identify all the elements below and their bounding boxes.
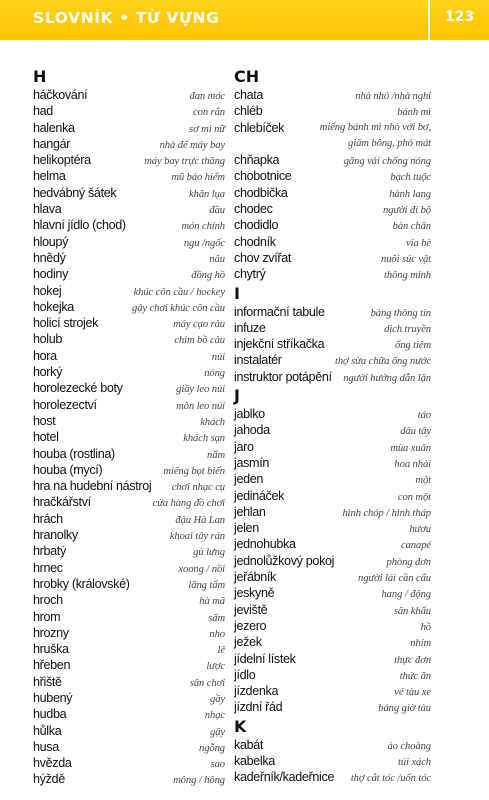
entry-term: hračkářství <box>33 495 91 510</box>
entry-term: háčkování <box>33 88 88 102</box>
entry-translation: nhạc <box>204 710 225 722</box>
entry-translation: thông minh <box>384 270 431 282</box>
dictionary-entry <box>33 592 225 608</box>
entry-term: jaro <box>234 439 254 454</box>
entry-term: hudba <box>33 707 67 722</box>
entry-term: jednohubka <box>234 537 296 552</box>
entry-translation: bảng thông tin <box>370 307 431 319</box>
entry-term: jahoda <box>234 423 270 438</box>
dictionary-entry <box>33 446 225 462</box>
entry-term: jeviště <box>234 602 268 617</box>
entry-translation: sân chơi <box>189 677 225 689</box>
dictionary-entry <box>33 283 225 299</box>
dictionary-entry <box>234 753 431 769</box>
entry-term: hlavní jídlo (chod) <box>33 218 126 233</box>
entry-term: hotel <box>33 430 59 445</box>
entry-translation: dâu tây <box>400 426 431 438</box>
entry-translation: ống tiêm <box>395 340 431 352</box>
entry-term: chňapka <box>234 153 280 168</box>
entry-translation: vỉa hè <box>406 237 431 249</box>
dictionary-entry <box>33 641 225 657</box>
dictionary-entry <box>234 422 431 438</box>
entry-translation: đan móc <box>189 91 225 102</box>
dictionary-entry <box>33 168 225 184</box>
entry-translation: táo <box>417 410 431 422</box>
entry-term: instalatér <box>234 353 282 368</box>
dictionary-entry <box>33 397 225 413</box>
entry-term: kabelka <box>234 753 275 768</box>
entry-term: chodidlo <box>234 218 279 233</box>
dictionary-entry <box>234 304 431 320</box>
entry-translation: chơi nhạc cụ <box>171 482 225 494</box>
entry-term: hrom <box>33 609 61 624</box>
entry-term: chodbička <box>234 185 288 200</box>
entry-term: infuze <box>234 320 266 335</box>
entry-translation: nấm <box>207 449 225 461</box>
dictionary-entry <box>234 336 431 352</box>
section-title: SLOVNÍK • TỪ VỰNG <box>33 9 220 27</box>
dictionary-entry <box>33 364 225 380</box>
dictionary-entry <box>234 406 431 422</box>
entry-term: chata <box>234 88 264 102</box>
dictionary-entry <box>33 494 225 510</box>
entry-translation: miếng bánh mì nhỏ với bơ, giăm bông, phó mát <box>319 121 431 149</box>
dictionary-entry <box>234 569 431 585</box>
entry-term: hra na hudební nástroj <box>33 479 152 494</box>
entry-translation: người lái cần cẩu <box>358 573 431 585</box>
dictionary-entry <box>33 185 225 201</box>
section-letter: I <box>234 283 240 303</box>
entry-translation: lăng tẩm <box>188 579 225 591</box>
dictionary-entry <box>234 250 431 266</box>
entry-translation: khăn lụa <box>189 188 225 200</box>
section-letter: K <box>234 716 247 736</box>
dictionary-entry <box>234 152 431 168</box>
dictionary-entry <box>234 699 431 715</box>
entry-translation: túi xách <box>397 756 431 768</box>
entry-term: hrobky (královské) <box>33 576 130 591</box>
entry-term: horolezectví <box>33 397 97 412</box>
entry-translation: gù lưng <box>193 547 225 559</box>
entry-term: jídlo <box>234 667 256 682</box>
dictionary-entry <box>33 266 225 282</box>
entry-term: ježek <box>234 635 262 650</box>
entry-translation: gầy <box>210 693 225 705</box>
section-letter: J <box>234 386 240 406</box>
dictionary-entry <box>234 683 431 699</box>
dictionary-entry <box>234 185 431 201</box>
entry-term: hvězda <box>33 756 72 771</box>
entry-term: jeskyně <box>234 586 275 601</box>
entry-term: chlebíček <box>234 120 285 135</box>
entry-term: houba (mycí) <box>33 462 103 477</box>
entry-translation: đồng hồ <box>191 270 225 282</box>
dictionary-entry <box>234 618 431 634</box>
dictionary-entry <box>234 201 431 217</box>
entry-translation: thực đơn <box>394 654 431 666</box>
entry-translation: máy bay trực thăng <box>144 156 225 168</box>
entry-term: injekční stříkačka <box>234 337 325 352</box>
entry-term: hloupý <box>33 234 69 249</box>
dictionary-entry <box>33 103 225 119</box>
entry-term: hýždě <box>33 772 65 787</box>
dictionary-entry <box>33 511 225 527</box>
entry-translation: sấm <box>208 612 225 624</box>
entry-term: chléb <box>234 104 263 119</box>
entry-term: holub <box>33 332 63 347</box>
entry-translation: đầu <box>209 205 225 217</box>
entry-term: jehlan <box>234 504 266 519</box>
entry-term: informační tabule <box>234 304 325 319</box>
entry-translation: núi <box>211 351 225 363</box>
dictionary-entry <box>33 331 225 347</box>
dictionary-entry <box>234 667 431 683</box>
dictionary-entry <box>33 478 225 494</box>
entry-term: jízdní řád <box>234 700 283 715</box>
entry-term: had <box>33 104 53 119</box>
dictionary-entry <box>33 201 225 217</box>
entry-translation: người hướng dẫn lặn <box>343 372 431 384</box>
entry-term: jídelní lístek <box>234 651 296 666</box>
entry-translation: ngu /ngốc <box>183 237 225 249</box>
entry-term: horký <box>33 365 63 380</box>
entry-term: chobotnice <box>234 169 292 184</box>
entry-translation: canapé <box>401 540 431 552</box>
entry-translation: mông / hông <box>173 775 225 787</box>
entry-term: hokej <box>33 283 62 298</box>
entry-term: hrnec <box>33 560 63 575</box>
dictionary-entry <box>33 429 225 445</box>
entry-translation: hình chóp / hình tháp <box>342 507 431 519</box>
entry-term: hangár <box>33 136 71 151</box>
header-bar <box>0 0 489 40</box>
entry-translation: áo choàng <box>387 740 431 752</box>
section-letter: H <box>33 67 47 86</box>
entry-term: helikoptéra <box>33 153 91 168</box>
entry-translation: mũ bảo hiểm <box>171 172 225 184</box>
entry-translation: mùa xuân <box>390 442 431 454</box>
entry-term: host <box>33 413 56 428</box>
entry-translation: ngỗng <box>199 742 225 754</box>
dictionary-entry <box>33 234 225 250</box>
entry-translation: con rắn <box>193 107 225 119</box>
dictionary-entry <box>234 120 431 153</box>
entry-term: jelen <box>234 521 259 536</box>
entry-translation: hoa nhài <box>394 458 431 470</box>
entry-term: hřeben <box>33 658 71 673</box>
dictionary-entry <box>33 723 225 739</box>
dictionary-entry <box>234 504 431 520</box>
entry-term: jízdenka <box>234 684 279 699</box>
dictionary-entry <box>33 576 225 592</box>
dictionary-entry <box>33 706 225 722</box>
dictionary-entry <box>234 320 431 336</box>
entry-term: houba (rostlina) <box>33 446 115 461</box>
entry-translation: nâu <box>209 253 225 265</box>
entry-term: halenka <box>33 120 75 135</box>
entry-term: kadeřník/kadeřnice <box>234 770 335 785</box>
dictionary-entry <box>33 299 225 315</box>
dictionary-entry <box>33 380 225 396</box>
dictionary-entry <box>234 266 431 282</box>
dictionary-entry <box>33 755 225 771</box>
entry-translation: nhà để máy bay <box>159 139 225 151</box>
entry-translation: vé tàu xe <box>394 687 431 699</box>
dictionary-entry <box>234 737 431 753</box>
left-column <box>33 66 225 788</box>
entry-translation: hươu <box>409 524 431 536</box>
dictionary-entry <box>33 217 225 233</box>
entry-term: hůlka <box>33 723 62 738</box>
dictionary-entry <box>33 674 225 690</box>
entry-translation: dịch truyền <box>384 323 431 335</box>
entry-term: kabát <box>234 737 264 752</box>
entry-term: hrbatý <box>33 544 66 559</box>
dictionary-entry <box>33 462 225 478</box>
dictionary-entry <box>33 690 225 706</box>
entry-translation: bảng giờ tàu <box>378 703 431 715</box>
dictionary-entry <box>33 657 225 673</box>
entry-term: jeden <box>234 472 264 487</box>
entry-term: jedináček <box>234 488 285 503</box>
entry-term: hodiny <box>33 267 69 282</box>
entry-translation: bàn chân <box>392 221 431 233</box>
dictionary-entry <box>234 769 431 785</box>
entry-term: jablko <box>234 407 265 422</box>
entry-translation: bạch tuộc <box>390 172 431 184</box>
entry-translation: thợ sửa chữa ống nước <box>335 356 431 368</box>
entry-term: horolezecké boty <box>33 381 123 396</box>
dictionary-entry <box>33 348 225 364</box>
entry-translation: thức ăn <box>399 670 431 682</box>
entry-translation: nóng <box>204 368 225 380</box>
entry-term: instruktor potápění <box>234 369 332 384</box>
dictionary-entry <box>33 625 225 641</box>
entry-translation: xoong / nồi <box>178 563 225 575</box>
dictionary-entry <box>33 560 225 576</box>
entry-term: hora <box>33 348 57 363</box>
entry-translation: nho <box>209 628 225 640</box>
dictionary-entry <box>234 488 431 504</box>
dictionary-entry <box>33 739 225 755</box>
entry-term: hnědý <box>33 250 66 265</box>
entry-term: hroch <box>33 593 63 608</box>
dictionary-entry <box>234 602 431 618</box>
right-column <box>234 66 431 786</box>
entry-translation: con một <box>397 491 431 503</box>
entry-translation: thợ cắt tóc /uốn tóc <box>350 773 431 785</box>
entry-term: hedvábný šátek <box>33 185 117 200</box>
entry-translation: khoai tây rán <box>169 531 225 543</box>
entry-term: hlava <box>33 202 62 217</box>
entry-translation: một <box>415 475 431 487</box>
entry-translation: sân khấu <box>393 605 431 617</box>
entry-term: jeřábník <box>234 570 277 585</box>
entry-translation: khúc côn cầu / hockey <box>133 286 225 298</box>
entry-translation: lược <box>206 661 225 673</box>
entry-translation: sao <box>210 759 225 771</box>
entry-translation: lê <box>217 645 225 657</box>
entry-term: husa <box>33 739 59 754</box>
entry-term: hokejka <box>33 299 74 314</box>
entry-translation: món chính <box>181 221 225 233</box>
entry-translation: khách sạn <box>183 433 225 445</box>
dictionary-entry <box>33 413 225 429</box>
dictionary-entry <box>33 771 225 787</box>
entry-translation: cửa hàng đồ chơi <box>152 498 225 510</box>
entry-translation: hành lang <box>389 188 431 200</box>
entry-translation: hang / động <box>381 589 431 601</box>
entry-term: hruška <box>33 642 69 657</box>
entry-term: chodník <box>234 234 276 249</box>
entry-translation: sơ mi nữ <box>189 123 225 135</box>
entry-term: chov zvířat <box>234 250 292 265</box>
entry-translation: khách <box>200 416 225 428</box>
entry-translation: môn leo núi <box>176 400 225 412</box>
dictionary-entry <box>234 651 431 667</box>
entry-term: jezero <box>234 618 267 633</box>
entry-term: jednolůžkový pokoj <box>234 553 335 568</box>
entry-translation: đậu Hà Lan <box>175 514 225 526</box>
entry-term: holicí strojek <box>33 316 99 331</box>
page-number: 123 <box>444 9 475 25</box>
dictionary-entry <box>33 543 225 559</box>
dictionary-entry <box>33 609 225 625</box>
entry-term: hubený <box>33 690 73 705</box>
entry-translation: gậy <box>210 726 225 738</box>
entry-translation: bánh mì <box>397 107 431 119</box>
dictionary-entry <box>234 352 431 368</box>
dictionary-entry <box>234 455 431 471</box>
dictionary-entry <box>234 369 431 385</box>
entry-translation: hà mã <box>199 596 225 608</box>
dictionary-entry <box>234 553 431 569</box>
dictionary-entry <box>234 471 431 487</box>
entry-term: hrozny <box>33 625 69 640</box>
section-letter: CH <box>234 67 260 86</box>
entry-translation: nhím <box>410 638 431 650</box>
dictionary-entry <box>234 439 431 455</box>
entry-translation: nuôi súc vật <box>381 253 431 265</box>
dictionary-entry <box>234 168 431 184</box>
entry-term: hrách <box>33 511 63 526</box>
entry-translation: giầy leo núi <box>176 384 225 396</box>
dictionary-entry <box>234 536 431 552</box>
entry-translation: hồ <box>420 621 431 633</box>
entry-term: helma <box>33 169 66 184</box>
entry-term: hranolky <box>33 528 78 543</box>
entry-translation: miếng bọt biển <box>163 465 225 477</box>
dictionary-entry <box>234 585 431 601</box>
entry-term: jasmín <box>234 455 269 470</box>
dictionary-entry <box>234 87 431 103</box>
dictionary-entry <box>234 520 431 536</box>
entry-term: chodec <box>234 202 273 217</box>
dictionary-entry <box>33 315 225 331</box>
entry-term: hřiště <box>33 674 62 689</box>
entry-term: chytrý <box>234 267 266 282</box>
entry-translation: gậy chơi khúc côn cầu <box>132 302 225 314</box>
entry-translation: phòng đơn <box>386 556 431 568</box>
entry-translation: chim bồ câu <box>174 335 225 347</box>
dictionary-entry <box>33 136 225 152</box>
dictionary-entry <box>33 152 225 168</box>
dictionary-entry <box>33 87 225 103</box>
dictionary-entry <box>33 120 225 136</box>
entry-translation: nhà nhỏ /nhà nghỉ <box>355 91 431 102</box>
dictionary-entry <box>33 527 225 543</box>
dictionary-entry <box>234 217 431 233</box>
entry-translation: người đi bộ <box>383 205 431 217</box>
dictionary-entry <box>234 234 431 250</box>
dictionary-entry <box>234 634 431 650</box>
entry-translation: máy cạo râu <box>173 319 225 331</box>
dictionary-entry <box>234 103 431 119</box>
entry-translation: găng vải chống nóng <box>343 156 431 168</box>
dictionary-entry <box>33 250 225 266</box>
